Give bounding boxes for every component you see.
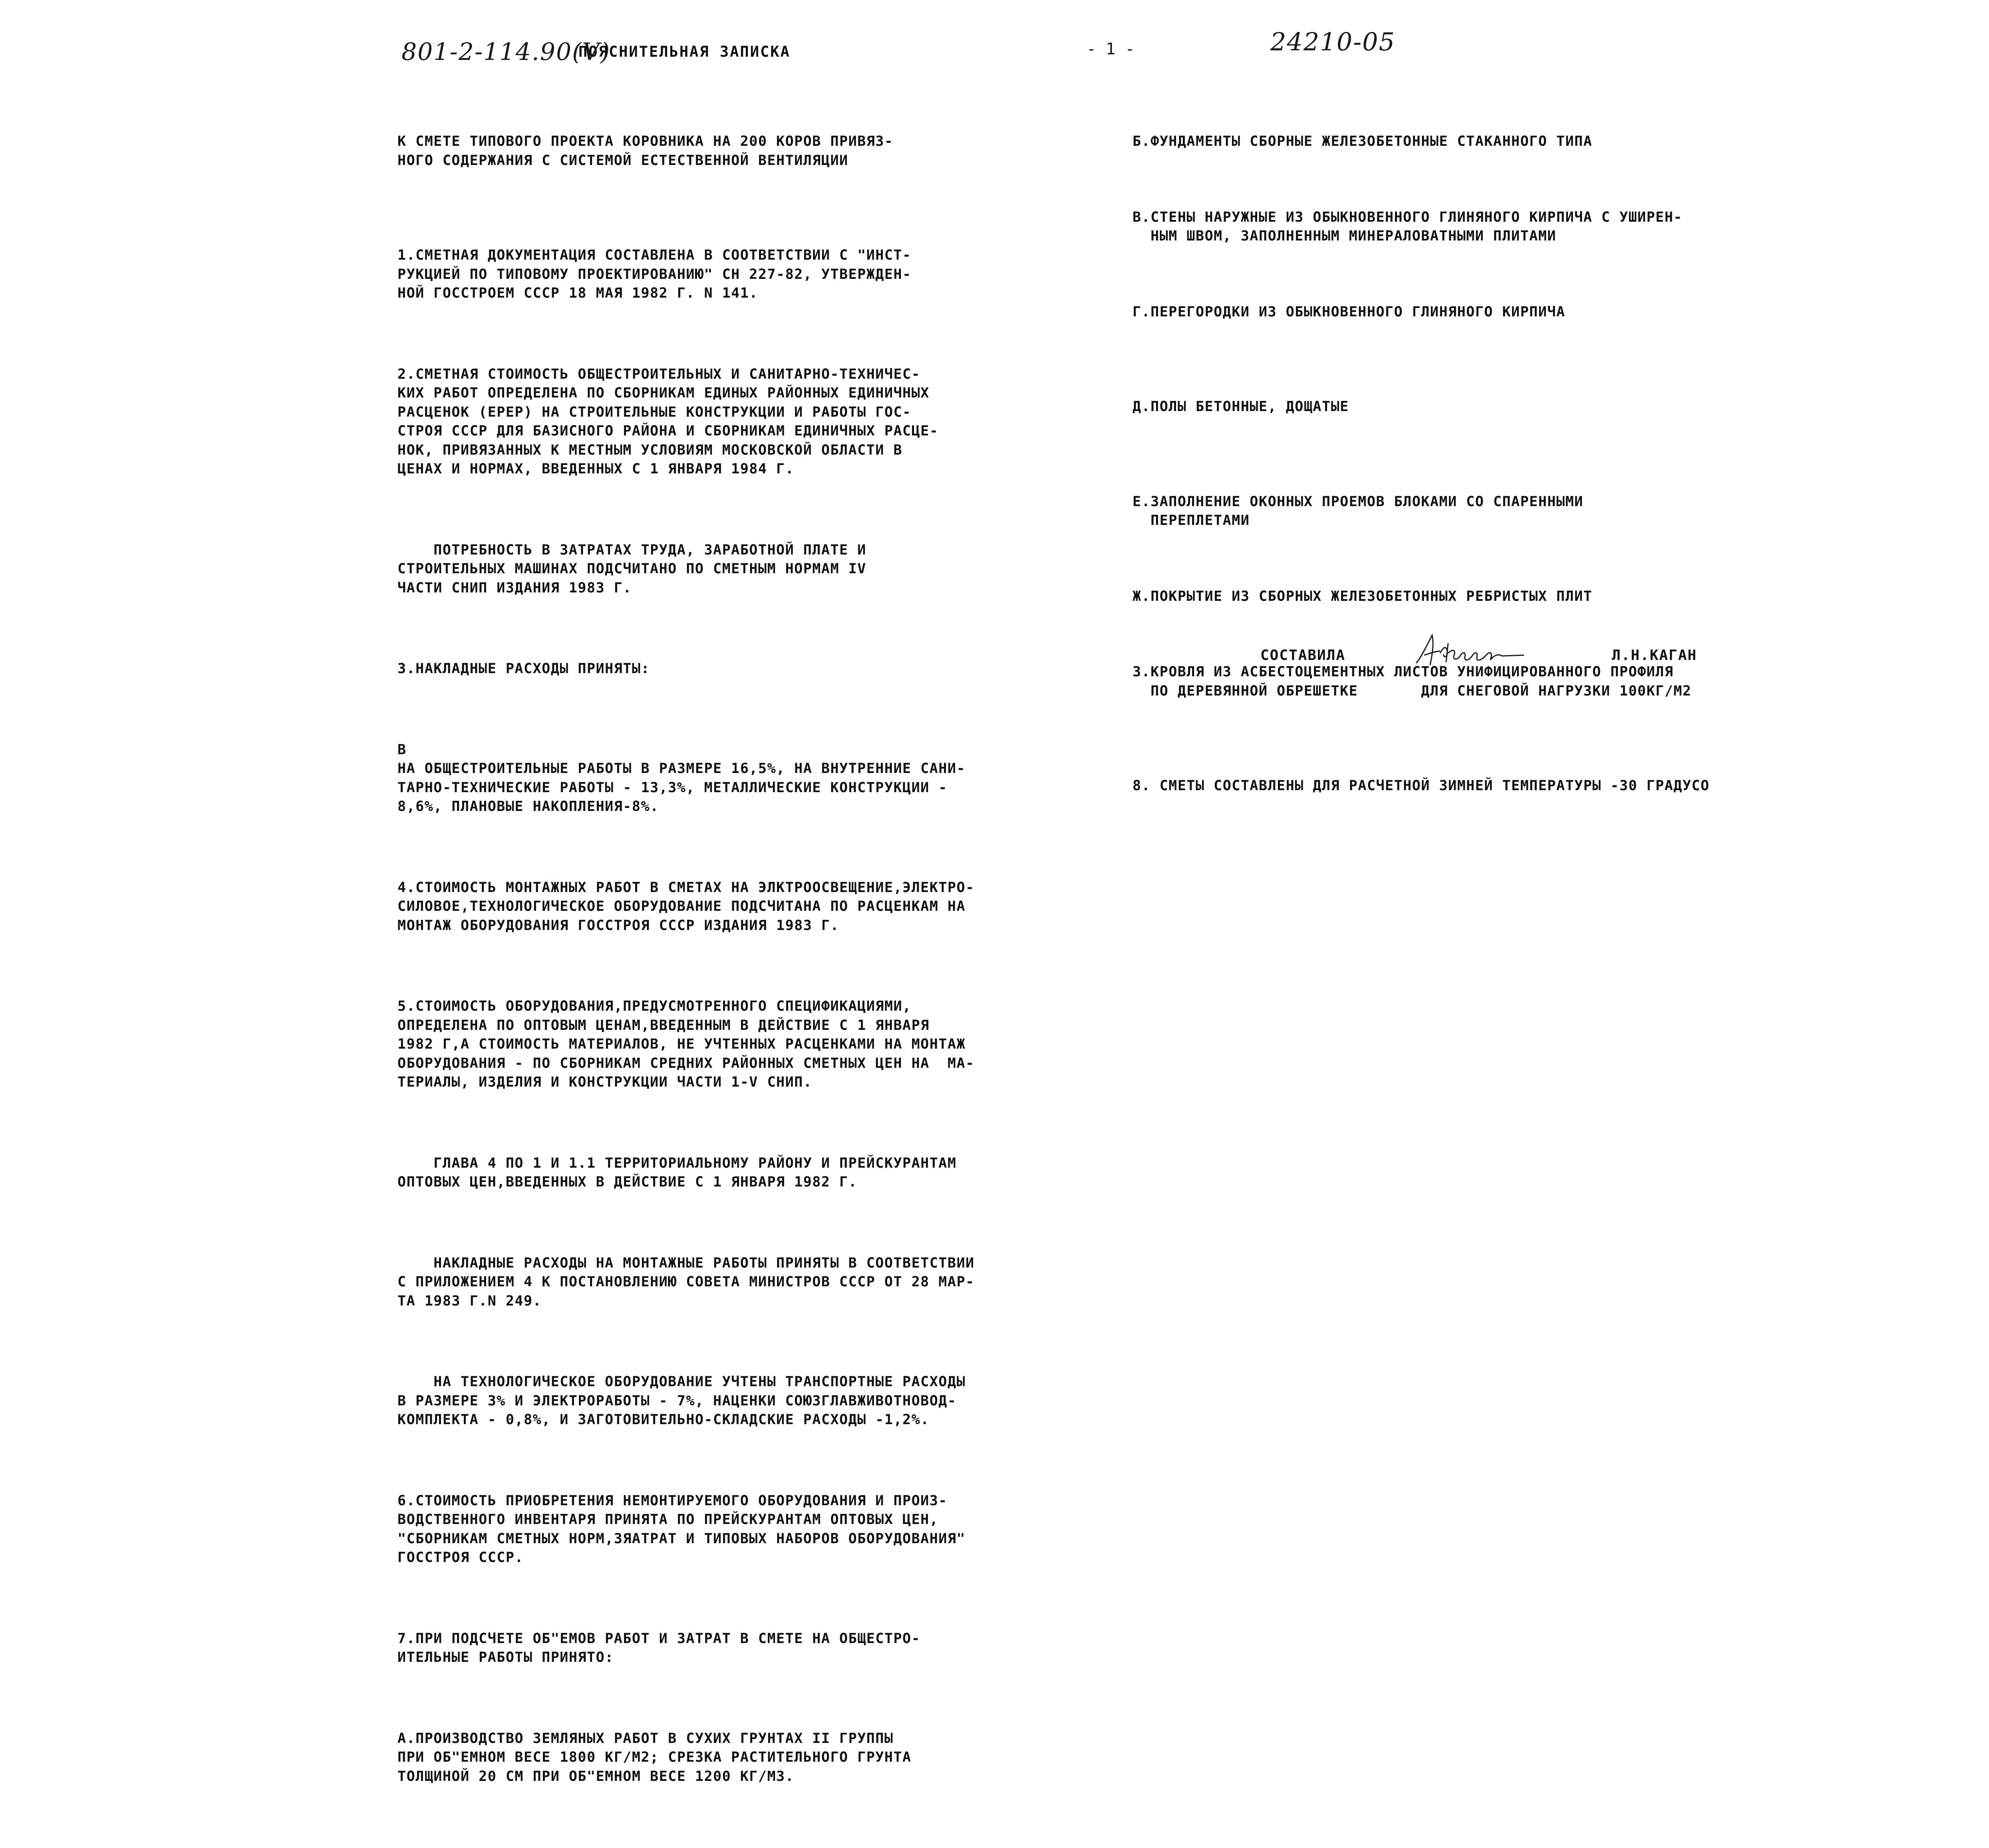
right-column (1133, 94, 1852, 858)
intro-paragraph: К СМЕТЕ ТИПОВОГО ПРОЕКТА КОРОВНИКА НА 200 КОРОВ ПРИВЯЗ- НОГО СОДЕРЖАНИЯ С СИСТЕМОЙ ЕСТЕСТВЕННОЙ ВЕНТИЛЯЦИИ (397, 133, 894, 169)
paragraph-5-overhead: НАКЛАДНЫЕ РАСХОДЫ НА МОНТАЖНЫЕ РАБОТЫ ПРИНЯТЫ В СООТВЕТСТВИИ С ПРИЛОЖЕНИЕМ 4 К ПОСТАНОВЛЕНИЮ СОВЕТА МИНИСТРОВ СССР ОТ 28 МАР- ТА 1983 Г.N 249. (397, 1255, 975, 1309)
paragraph-5: 5.СТОИМОСТЬ ОБОРУДОВАНИЯ,ПРЕДУСМОТРЕННОГО СПЕЦИФИКАЦИЯМИ, ОПРЕДЕЛЕНА ПО ОПТОВЫМ ЦЕНАМ,ВВЕДЕННЫМ В ДЕЙСТВИЕ С 1 ЯНВАРЯ 1982 Г,А СТОИМОСТЬ МАТЕРИАЛОВ, НЕ УЧТЕННЫХ РАСЦЕНКАМИ НА МОНТАЖ ОБОРУДОВАНИЯ - ПО СБОРНИКАМ СРЕДНИХ РАЙОННЫХ СМЕТНЫХ ЦЕН НА МА- ТЕРИАЛЫ, ИЗДЕЛИЯ И КОНСТРУКЦИИ ЧАСТИ 1-V СНИП. (397, 998, 975, 1090)
document-code: 801-2-114.90(V) (401, 38, 611, 66)
paragraph-2: 2.СМЕТНАЯ СТОИМОСТЬ ОБЩЕСТРОИТЕЛЬНЫХ И САНИТАРНО-ТЕХНИЧЕС- КИХ РАБОТ ОПРЕДЕЛЕНА ПО СБОРНИКАМ ЕДИНЫХ РАЙОННЫХ ЕДИНИЧНЫХ РАСЦЕНОК (ЕРЕР) НА СТРОИТЕЛЬНЫЕ КОНСТРУКЦИИ И РАБОТЫ ГОС- СТРОЯ СССР ДЛЯ БАЗИСНОГО РАЙОНА И СБОРНИКАМ ЕДИНИЧНЫХ РАСЦЕ- НОК, ПРИВЯЗАННЫХ К МЕСТНЫМ УСЛОВИЯМ МОСКОВСКОЙ ОБЛАСТИ В ЦЕНАХ И НОРМАХ, ВВЕДЕННЫХ С 1 ЯНВАРЯ 1984 Г. (397, 366, 939, 477)
item-g: Г.ПЕРЕГОРОДКИ ИЗ ОБЫКНОВЕННОГО ГЛИНЯНОГО КИРПИЧА (1133, 304, 1566, 320)
paragraph-4: 4.СТОИМОСТЬ МОНТАЖНЫХ РАБОТ В СМЕТАХ НА ЭЛКТРООСВЕЩЕНИЕ,ЭЛЕКТРО- СИЛОВОЕ,ТЕХНОЛОГИЧЕСКОЕ ОБОРУДОВАНИЕ ПОДСЧИТАНА ПО РАСЦЕНКАМ НА МОНТАЖ ОБОРУДОВАНИЯ ГОССТРОЯ СССР ИЗДАНИЯ 1983 Г. (397, 879, 975, 934)
left-column (397, 94, 1109, 1848)
paragraph-5-chapter: ГЛАВА 4 ПО 1 И 1.1 ТЕРРИТОРИАЛЬНОМУ РАЙОНУ И ПРЕЙСКУРАНТАМ ОПТОВЫХ ЦЕН,ВВЕДЕННЫХ В ДЕЙСТВИЕ С 1 ЯНВАРЯ 1982 Г. (397, 1155, 957, 1190)
item-b: Б.ФУНДАМЕНТЫ СБОРНЫЕ ЖЕЛЕЗОБЕТОННЫЕ СТАКАННОГО ТИПА (1133, 133, 1593, 149)
item-z: З.КРОВЛЯ ИЗ АСБЕСТОЦЕМЕНТНЫХ ЛИСТОВ УНИФИЦИРОВАННОГО ПРОФИЛЯ ПО ДЕРЕВЯННОЙ ОБРЕШЕТКЕ ДЛЯ СНЕГОВОЙ НАГРУЗКИ 100КГ/М2 (1133, 664, 1692, 699)
handwritten-signature (1412, 631, 1532, 675)
paragraph-8: 8. СМЕТЫ СОСТАВЛЕНЫ ДЛЯ РАСЧЕТНОЙ ЗИМНЕЙ ТЕМПЕРАТУРЫ -30 ГРАДУСО (1133, 778, 1710, 794)
paragraph-6: 6.СТОИМОСТЬ ПРИОБРЕТЕНИЯ НЕМОНТИРУЕМОГО ОБОРУДОВАНИЯ И ПРОИЗ- ВОДСТВЕННОГО ИНВЕНТАРЯ ПРИНЯТА ПО ПРЕЙСКУРАНТАМ ОПТОВЫХ ЦЕН, "СБОРНИКАМ СМЕТНЫХ НОРМ,ЗЯАТРАТ И ТИПОВЫХ НАБОРОВ ОБОРУДОВАНИЯ" ГОССТРОЯ СССР. (397, 1492, 966, 1566)
item-e: Е.ЗАПОЛНЕНИЕ ОКОННЫХ ПРОЕМОВ БЛОКАМИ СО СПАРЕННЫМИ ПЕРЕПЛЕТАМИ (1133, 493, 1584, 529)
item-v: В.СТЕНЫ НАРУЖНЫЕ ИЗ ОБЫКНОВЕННОГО ГЛИНЯНОГО КИРПИЧА С УШИРЕН- НЫМ ШВОМ, ЗАПОЛНЕННЫМ МИНЕРАЛОВАТНЫМИ ПЛИТАМИ (1133, 209, 1683, 244)
signature-label: СОСТАВИЛА (1260, 647, 1346, 664)
paragraph-1: 1.СМЕТНАЯ ДОКУМЕНТАЦИЯ СОСТАВЛЕНА В СООТВЕТСТВИИ С "ИНСТ- РУКЦИЕЙ ПО ТИПОВОМУ ПРОЕКТИРОВАНИЮ" СН 227-82, УТВЕРЖДЕН- НОЙ ГОССТРОЕМ СССР 18 МАЯ 1982 Г. N 141. (397, 247, 912, 301)
signatory-name: Л.Н.КАГАН (1612, 647, 1697, 664)
paragraph-7: 7.ПРИ ПОДСЧЕТЕ ОБ"ЕМОВ РАБОТ И ЗАТРАТ В СМЕТЕ НА ОБЩЕСТРО- ИТЕЛЬНЫЕ РАБОТЫ ПРИНЯТО: (397, 1630, 921, 1665)
item-d: Д.ПОЛЫ БЕТОННЫЕ, ДОЩАТЫЕ (1133, 399, 1349, 415)
page-number: - 1 - (1087, 40, 1135, 58)
paragraph-7a: А.ПРОИЗВОДСТВО ЗЕМЛЯНЫХ РАБОТ В СУХИХ ГРУНТАХ II ГРУППЫ ПРИ ОБ"ЕМНОМ ВЕСЕ 1800 КГ/М2; СРЕЗКА РАСТИТЕЛЬНОГО ГРУНТА ТОЛЩИНОЙ 20 СМ ПРИ ОБ"ЕМНОМ ВЕСЕ 1200 КГ/М3. (397, 1730, 912, 1784)
document-title: ПОЯСНИТЕЛЬНАЯ ЗАПИСКА (578, 43, 791, 60)
signature-block (1260, 639, 1752, 675)
paragraph-2-labor: ПОТРЕБНОСТЬ В ЗАТРАТАХ ТРУДА, ЗАРАБОТНОЙ ПЛАТЕ И СТРОИТЕЛЬНЫХ МАШИНАХ ПОДСЧИТАНО ПО СМЕТНЫМ НОРМАМ IV ЧАСТИ СНИП ИЗДАНИЯ 1983 Г. (397, 542, 866, 596)
paragraph-3-rates: В НА ОБЩЕСТРОИТЕЛЬНЫЕ РАБОТЫ В РАЗМЕРЕ 16,5%, НА ВНУТРЕННИЕ САНИ- ТАРНО-ТЕХНИЧЕСКИЕ РАБОТЫ - 13,3%, МЕТАЛЛИЧЕСКИЕ КОНСТРУКЦИИ - 8,6%, ПЛАНОВЫЕ НАКОПЛЕНИЯ-8%. (397, 741, 966, 815)
handwritten-document-number: 24210-05 (1270, 27, 1396, 56)
paragraph-5-transport: НА ТЕХНОЛОГИЧЕСКОЕ ОБОРУДОВАНИЕ УЧТЕНЫ ТРАНСПОРТНЫЕ РАСХОДЫ В РАЗМЕРЕ 3% И ЭЛЕКТРОРАБОТЫ - 7%, НАЦЕНКИ СОЮЗГЛАВЖИВОТНОВОД- КОМПЛЕКТА - 0,8%, И ЗАГОТОВИТЕЛЬНО-СКЛАДСКИЕ РАСХОДЫ -1,2%. (397, 1374, 966, 1428)
item-zh: Ж.ПОКРЫТИЕ ИЗ СБОРНЫХ ЖЕЛЕЗОБЕТОННЫХ РЕБРИСТЫХ ПЛИТ (1133, 588, 1593, 604)
paragraph-3: 3.НАКЛАДНЫЕ РАСХОДЫ ПРИНЯТЫ: (397, 661, 650, 677)
